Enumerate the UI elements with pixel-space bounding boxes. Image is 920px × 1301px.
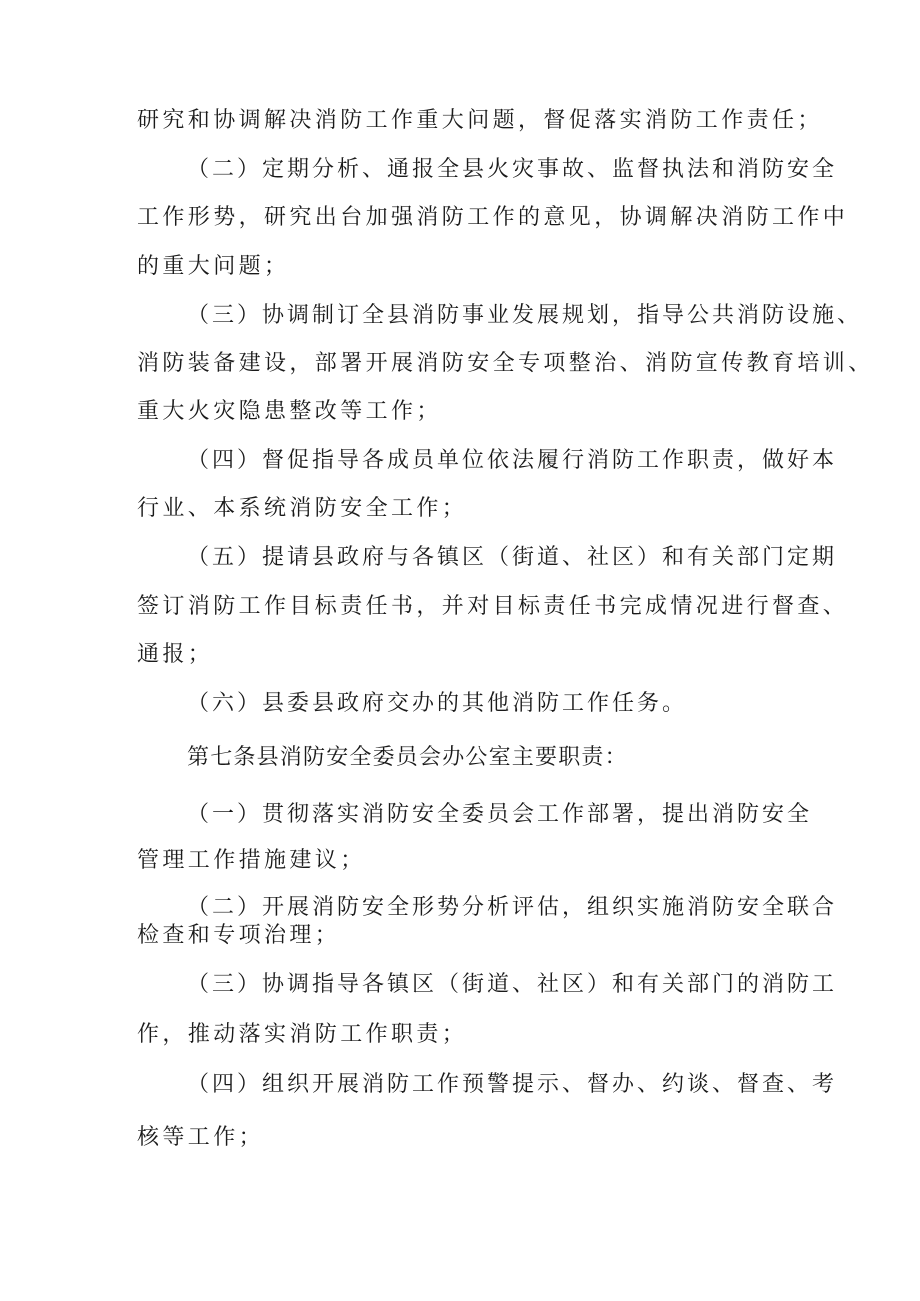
text-line: 研究和协调解决消防工作重大问题，督促落实消防工作责任； [137, 108, 823, 133]
text-line: （二）定期分析、通报全县火灾事故、监督执法和消防安全 [187, 157, 838, 182]
text-line: （三）协调指导各镇区（街道、社区）和有关部门的消防工 [187, 972, 838, 997]
text-line: （二）开展消防安全形势分析评估，组织实施消防安全联合 [187, 895, 838, 920]
text-line: （一）贯彻落实消防安全委员会工作部署，提出消防安全 [187, 802, 813, 827]
text-line: 管理工作措施建议； [137, 848, 366, 873]
text-line: 的重大问题； [137, 254, 290, 279]
text-line: （四）组织开展消防工作预警提示、督办、约谈、督查、考 [187, 1072, 838, 1097]
text-line: （六）县委县政府交办的其他消防工作任务。 [187, 691, 688, 716]
text-line: （四）督促指导各成员单位依法履行消防工作职责，做好本 [187, 448, 838, 473]
text-line: （五）提请县政府与各镇区（街道、社区）和有关部门定期 [187, 545, 838, 570]
text-line: 重大火灾隐患整改等工作； [137, 399, 442, 424]
text-line: （三）协调制订全县消防事业发展规划，指导公共消防设施、 [187, 303, 863, 328]
text-line: 核等工作； [137, 1125, 265, 1150]
text-line: 检查和专项治理； [137, 923, 341, 948]
text-line: 消防装备建设，部署开展消防安全专项整治、消防宣传教育培训、 [137, 351, 874, 376]
text-line: 通报； [137, 642, 214, 667]
article-heading: 第七条县消防安全委员会办公室主要职责： [187, 745, 628, 770]
text-line: 行业、本系统消防安全工作； [137, 496, 468, 521]
text-line: 作，推动落实消防工作职责； [137, 1022, 468, 1047]
text-line: 工作形势，研究出台加强消防工作的意见，协调解决消防工作中 [137, 205, 849, 230]
text-line: 签订消防工作目标责任书，并对目标责任书完成情况进行督查、 [137, 594, 849, 619]
